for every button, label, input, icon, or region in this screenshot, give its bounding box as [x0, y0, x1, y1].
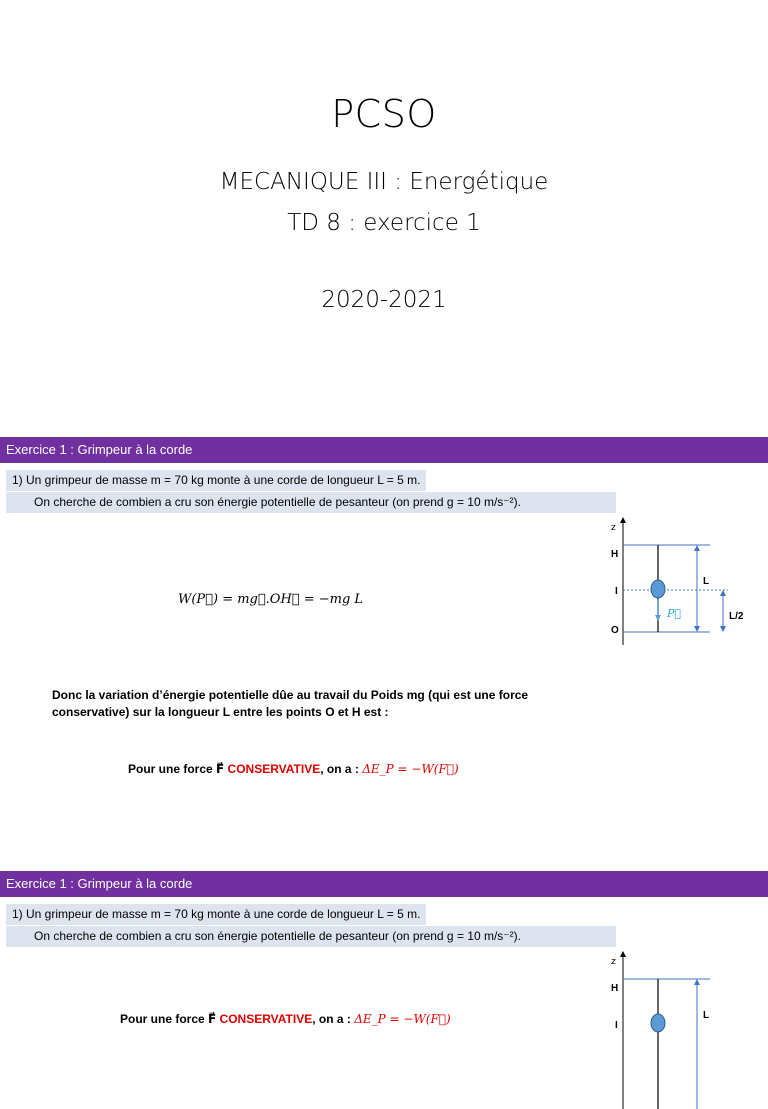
- weight-label: P⃗: [667, 607, 682, 620]
- question-line-2: On cherche de combien a cru son énergie potentielle de pesanteur (on prend g = 10 m/s⁻²).: [6, 926, 616, 947]
- length-label: L: [703, 1010, 710, 1021]
- slide-title: PCSO: [331, 92, 437, 136]
- conservative-word: CONSERVATIVE: [219, 1012, 313, 1026]
- conservative-statement: [128, 762, 459, 776]
- point-i-label: I: [615, 586, 618, 597]
- subtitle-course: MECANIQUE III : Energétique: [219, 169, 549, 195]
- point-o-label: O: [611, 625, 619, 636]
- exercise-banner: Exercice 1 : Grimpeur à la corde: [0, 437, 768, 463]
- exercise-slide-2: [0, 871, 768, 1031]
- point-h-label: H: [611, 549, 619, 560]
- half-arrow-top: [720, 590, 726, 596]
- length-arrow-top: [694, 545, 700, 551]
- point-i-label: I: [615, 1020, 618, 1031]
- energy-formula: ΔE_P = −W(F⃗): [354, 1012, 451, 1026]
- half-arrow-bottom: [720, 626, 726, 632]
- question-line-1: 1) Un grimpeur de masse m = 70 kg monte à une corde de longueur L = 5 m.: [6, 470, 426, 491]
- question-line-2: On cherche de combien a cru son énergie potentielle de pesanteur (on prend g = 10 m/s⁻²).: [6, 492, 616, 513]
- z-label: z: [611, 957, 616, 967]
- work-equation: W(P⃗) = mg⃗.OH⃗ = −mg L: [178, 592, 364, 607]
- z-axis-arrow: [620, 951, 626, 957]
- statement-mid: , on a :: [320, 762, 363, 776]
- conservative-statement: [120, 1012, 451, 1026]
- subtitle-td: TD 8 : exercice 1: [287, 210, 481, 236]
- z-axis-arrow: [620, 517, 626, 523]
- title-slide: [0, 0, 768, 430]
- weight-arrow: [655, 615, 661, 621]
- z-label: z: [611, 523, 616, 533]
- question-box: [6, 904, 616, 947]
- climber-mass: [651, 1014, 665, 1032]
- length-arrow-top: [694, 979, 700, 985]
- climber-mass: [651, 580, 665, 598]
- point-h-label: H: [611, 983, 619, 994]
- rope-diagram: [600, 949, 760, 1109]
- explanation-line-1: Donc la variation d’énergie potentielle dûe au travail du Poids mg (qui est une force: [52, 688, 529, 702]
- question-line-1: 1) Un grimpeur de masse m = 70 kg monte à une corde de longueur L = 5 m.: [6, 904, 426, 925]
- half-label: L/2: [729, 611, 744, 622]
- length-arrow-bottom: [694, 626, 700, 632]
- statement-prefix: Pour une force F⃗: [120, 1012, 220, 1026]
- school-year: 2020-2021: [321, 287, 447, 313]
- length-label: L: [703, 576, 710, 587]
- rope-diagram: [600, 515, 760, 725]
- explanation-paragraph: [52, 687, 572, 721]
- conservative-word: CONSERVATIVE: [227, 762, 321, 776]
- energy-formula: ΔE_P = −W(F⃗): [362, 762, 459, 776]
- explanation-line-2: conservative) sur la longueur L entre les points O et H est :: [52, 705, 389, 719]
- exercise-banner: Exercice 1 : Grimpeur à la corde: [0, 871, 768, 897]
- question-box: [6, 470, 616, 513]
- statement-mid: , on a :: [312, 1012, 355, 1026]
- exercise-slide-1: [0, 437, 768, 837]
- statement-prefix: Pour une force F⃗: [128, 762, 228, 776]
